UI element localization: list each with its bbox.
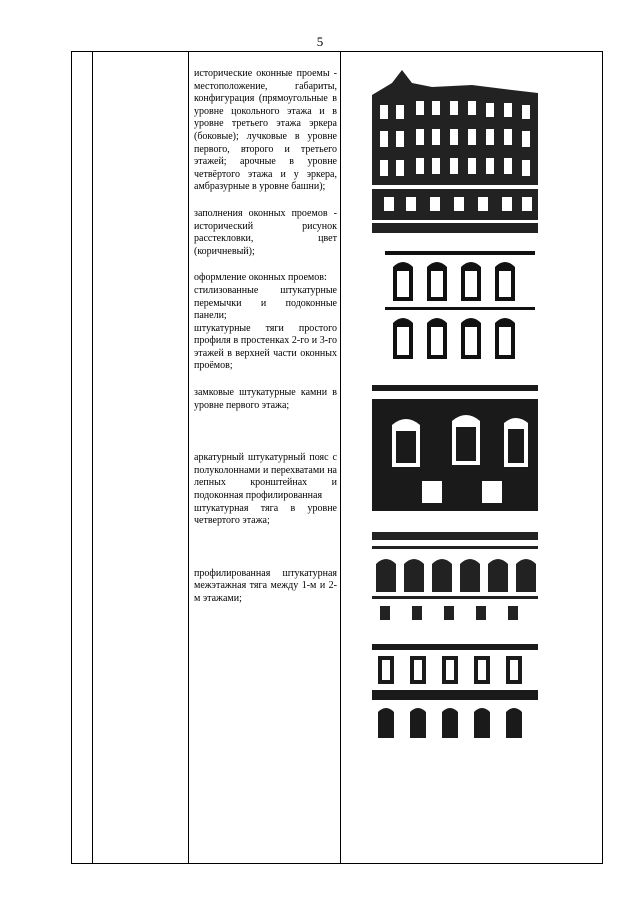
- table-column-divider: [340, 52, 341, 863]
- table-column-divider: [188, 52, 189, 863]
- description-column: [194, 68, 337, 620]
- facade-photo: [372, 65, 538, 233]
- windows-photo: [385, 247, 535, 367]
- paragraph-lintels: стилизованные штукатурные перемычки и подоконные панели;: [194, 284, 337, 322]
- arcature-belt-photo: [372, 530, 538, 622]
- interfloor-rod-photo: [372, 642, 538, 740]
- paragraph-fourth-floor-rod: штукатурная тяга в уровне четвертого этажа;: [194, 502, 337, 527]
- table: [71, 51, 603, 864]
- paragraph-window-openings: исторические оконные проемы - местоположение, габариты, конфигурация (прямоугольные в уровне цокольного этажа и в уровне третьего этажа эркера (боковые); лучковые в уровне первого, второго и третьего этажей; арочные в уровне четвёртого этажа и у эркера, амбразурные в уровне башни);: [194, 68, 337, 193]
- page-number: 5: [316, 34, 324, 49]
- paragraph-keystones: замковые штукатурные камни в уровне первого этажа;: [194, 387, 337, 411]
- table-column-divider: [92, 52, 93, 863]
- paragraph-window-fillings: заполнения оконных проемов - исторический рисунок расстекловки, цвет (коричневый);: [194, 207, 337, 257]
- paragraph-profile-rods: штукатурные тяги простого профиля в простенках 2-го и 3-го этажей в верхней части оконных проёмов;: [194, 322, 337, 372]
- paragraph-interfloor-rod: профилированная штукатурная межэтажная тяга между 1-м и 2-м этажами;: [194, 567, 337, 604]
- paragraph-window-decoration: оформление оконных проемов:: [194, 272, 327, 284]
- window-closeup-photo: [372, 385, 538, 511]
- paragraph-arcature-belt: аркатурный штукатурный пояс с полуколоннами и перехватами на лепных кронштейнах и подоконная профилированная: [194, 452, 337, 502]
